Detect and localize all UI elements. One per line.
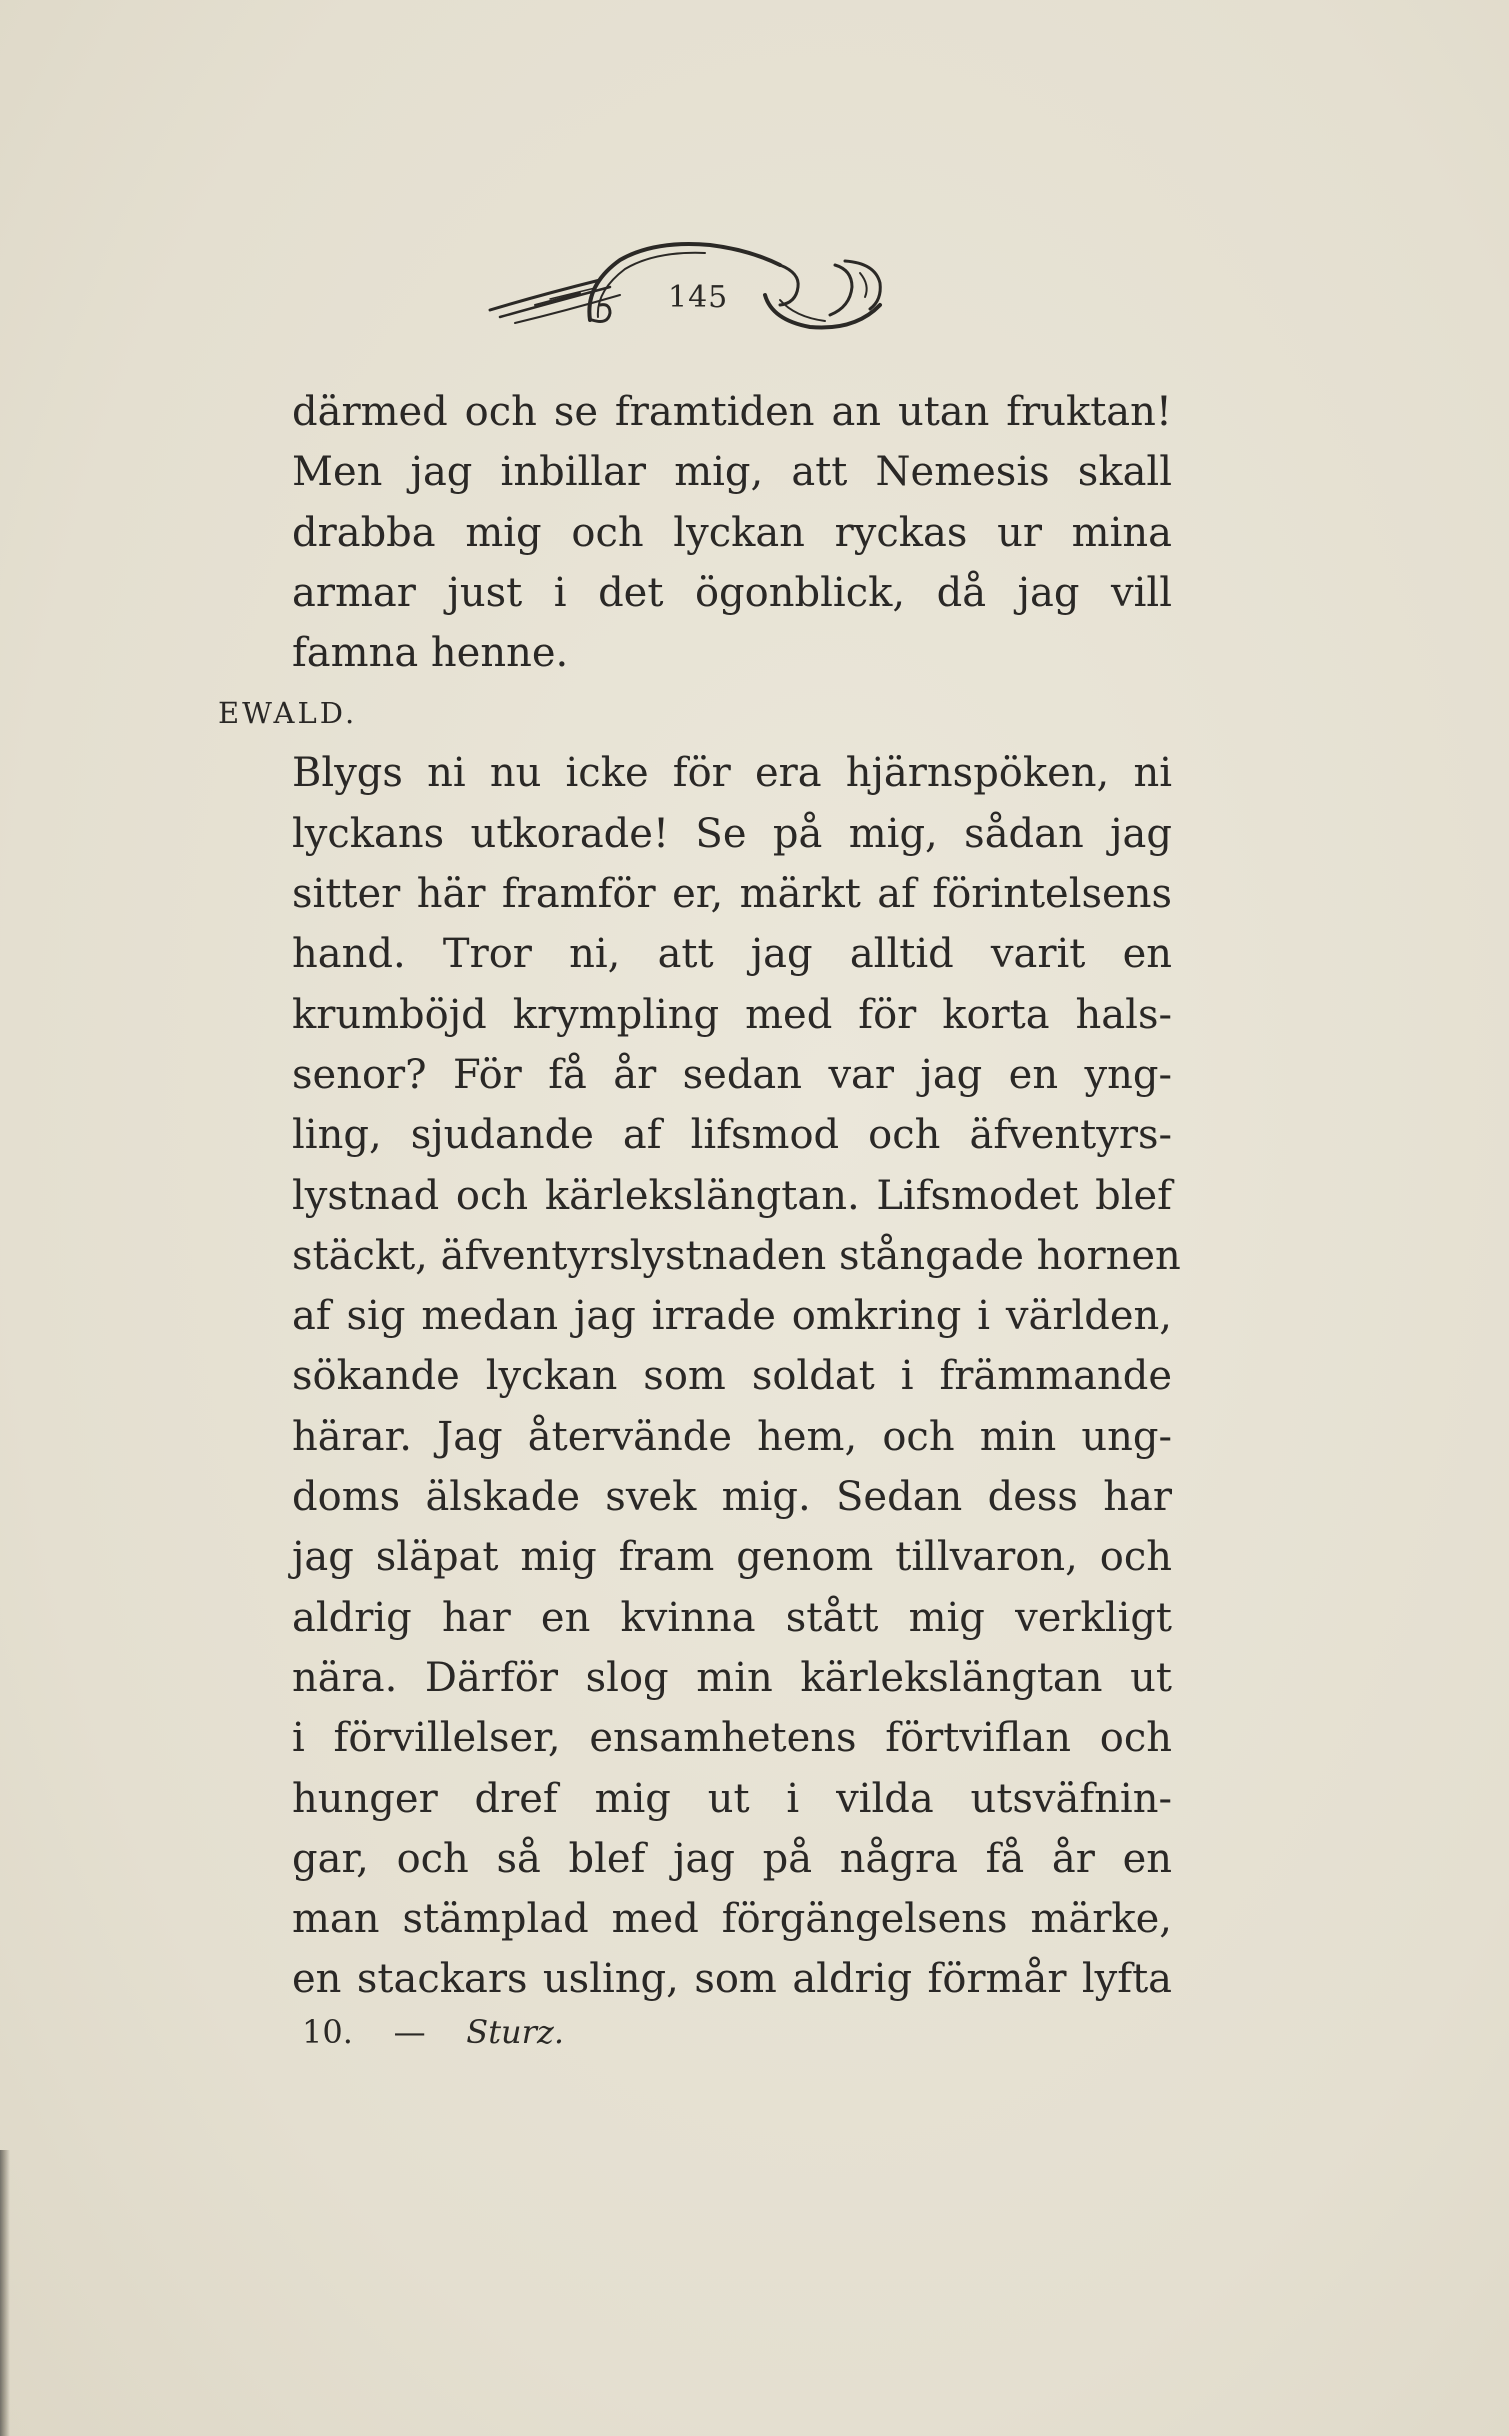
text-line: ling, sjudande af lifsmod och äfventyrs-	[292, 1112, 1172, 1159]
text-line: senor? För få år sedan var jag en yng-	[292, 1051, 1172, 1098]
text-line: famna henne.	[292, 630, 569, 677]
text-line: doms älskade svek mig. Sedan dess har	[292, 1474, 1172, 1521]
signature-number: 10.	[302, 2013, 353, 2051]
signature-name: Sturz.	[466, 2013, 564, 2051]
text-line: lyckans utkorade! Se på mig, sådan jag	[292, 810, 1172, 857]
text-line: nära. Därför slog min kärlekslängtan ut	[292, 1654, 1172, 1701]
body-text	[218, 382, 1181, 2010]
page-edge-shadow	[0, 2150, 10, 2436]
text-line: hand. Tror ni, att jag alltid varit en	[292, 931, 1172, 978]
text-line: krumböjd krympling med för korta hals-	[292, 991, 1172, 1038]
text-line: lystnad och kärlekslängtan. Lifsmodet blef	[292, 1172, 1172, 1219]
text-line: aldrig har en kvinna stått mig verkligt	[292, 1594, 1172, 1641]
text-line: Blygs ni nu icke för era hjärnspöken, ni	[292, 750, 1172, 797]
text-line: därmed och se framtiden an utan fruktan!	[292, 389, 1172, 435]
text-line: sökande lyckan som soldat i främmande	[292, 1353, 1172, 1400]
text-line: man stämplad med förgängelsens märke,	[292, 1896, 1172, 1943]
text-line: stäckt, äfventyrslystnaden stångade hornen	[292, 1232, 1181, 1279]
text-line: gar, och så blef jag på några få år en	[292, 1835, 1172, 1882]
text-line: jag släpat mig fram genom tillvaron, och	[292, 1534, 1172, 1581]
text-line: härar. Jag återvände hem, och min ung-	[292, 1413, 1172, 1460]
signature-dash: —	[393, 2013, 426, 2051]
text-line: en stackars usling, som aldrig förmår lyfta	[292, 1956, 1172, 2003]
text-line: Men jag inbillar mig, att Nemesis skall	[292, 449, 1172, 496]
text-line: i förvillelser, ensamhetens förtviflan och	[292, 1715, 1172, 1762]
text-line: armar just i det ögonblick, då jag vill	[292, 569, 1172, 616]
page-number: 145	[668, 280, 729, 315]
text-line: drabba mig och lyckan ryckas ur mina	[292, 509, 1172, 556]
text-line: hunger dref mig ut i vilda utsväfnin-	[292, 1775, 1172, 1822]
speaker-name: EWALD.	[218, 696, 358, 731]
text-line: sitter här framför er, märkt af förintelsens	[292, 871, 1172, 918]
text-line: af sig medan jag irrade omkring i världen,	[292, 1293, 1172, 1340]
signature-mark	[302, 2013, 564, 2051]
